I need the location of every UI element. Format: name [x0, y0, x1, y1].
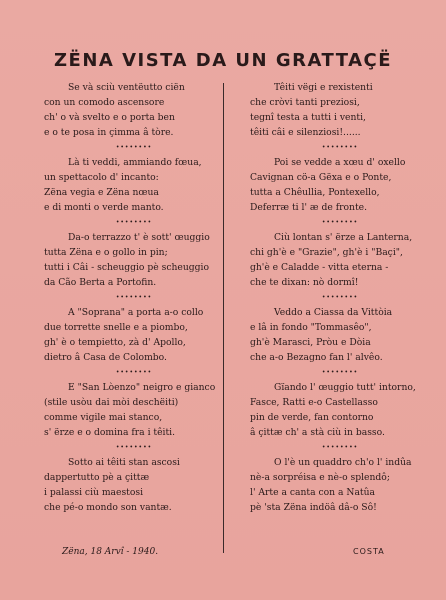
poem-line: da Cão Berta a Portofin. — [44, 277, 157, 288]
stanza — [250, 80, 430, 140]
stanza — [250, 455, 430, 515]
poem-line: con un comodo ascensore — [44, 97, 165, 108]
poem-line: dietro â Casa de Colombo. — [44, 352, 167, 363]
poem-line: tutta a Chêullia, Pontexello, — [250, 187, 380, 198]
stanza-separator: •••••••• — [115, 444, 153, 451]
stanza-separator: •••••••• — [115, 219, 153, 226]
stanza-separator: •••••••• — [115, 144, 153, 151]
poem-line: O l'è un quaddro ch'o l' indûa — [274, 457, 412, 468]
poem-line: Têiti vëgi e rexistenti — [274, 82, 373, 93]
poem-line: Veddo a Ciassa da Vittòia — [274, 307, 393, 318]
poem-line: che te dixan: nò dormî! — [250, 277, 359, 288]
poem-line: e di monti o verde manto. — [44, 202, 164, 213]
stanza — [250, 305, 430, 365]
stanza — [250, 230, 430, 290]
poem-line: e lâ in fondo "Tommasêo", — [250, 322, 372, 333]
poem-line: che a-o Bezagno fan l' alvêo. — [250, 352, 383, 363]
poem-line: nè-a sorpréisa e nè-o splendô; — [250, 472, 390, 483]
poem-line: (stile usòu dai mòi deschëiti) — [44, 397, 179, 408]
footer-date: Zëna, 18 Arvî - 1940. — [62, 547, 159, 557]
poem-line: gh' è o tempietto, zà d' Apollo, — [44, 337, 186, 348]
stanza — [44, 455, 224, 515]
poem-line: têiti câi e silenziosi!...... — [250, 127, 361, 138]
poem-line: Da-o terrazzo t' è sott' œuggio — [68, 232, 210, 243]
stanza-separator: •••••••• — [321, 144, 359, 151]
poem-line: un spettacolo d' incanto: — [44, 172, 159, 183]
poem-line: Poi se vedde a xœu d' oxello — [274, 157, 406, 168]
poem-line: pin de verde, fan contorno — [250, 412, 374, 423]
poem-line: due torrette snelle e a piombo, — [44, 322, 188, 333]
poem-line: Se và sciù ventëutto ciën — [68, 82, 185, 93]
poem-line: Zëna vegia e Zëna nœua — [44, 187, 159, 198]
poem-line: l' Arte a canta con a Natûa — [250, 487, 376, 498]
poem-line: Gïando l' œuggio tutt' intorno, — [274, 382, 416, 393]
poem-title: ZËNA VISTA DA UN GRATTAÇË — [53, 50, 393, 71]
stanza — [44, 80, 224, 140]
stanza-separator: •••••••• — [115, 294, 153, 301]
poem-line: gh'è e Caladde - vitta eterna - — [250, 262, 389, 273]
stanza-separator: •••••••• — [321, 294, 359, 301]
poem-line: tutti i Câi - scheuggio pè scheuggio — [44, 262, 209, 273]
poem-line: gh'è Marasci, Pròu e Dòia — [250, 337, 371, 348]
poem-line: chi gh'è e "Grazie", gh'è i "Baçi", — [250, 247, 403, 258]
poem-line: Cavignan cö-a Gëxa e o Ponte, — [250, 172, 392, 183]
left-column — [44, 80, 224, 515]
stanza-separator: •••••••• — [321, 444, 359, 451]
poem-line: i palassi ciù maestosi — [44, 487, 144, 498]
stanza — [44, 305, 224, 365]
stanza — [250, 380, 430, 440]
poem-line: s' ërze e o domina fra i têiti. — [44, 427, 176, 438]
poem-line: A "Soprana" a porta a-o collo — [68, 307, 204, 318]
stanza-separator: •••••••• — [321, 219, 359, 226]
poem-line: tegnî testa a tutti i venti, — [250, 112, 366, 123]
poem-line: Sotto ai têiti stan ascosi — [68, 457, 180, 468]
poem-line: ch' o và svelto e o porta ben — [44, 112, 175, 123]
poem-line: Là ti veddi, ammiando fœua, — [68, 157, 202, 168]
right-column — [250, 80, 430, 515]
poem-line: â çittæ ch' a stà ciù in basso. — [250, 427, 385, 438]
stanza — [44, 155, 224, 215]
poem-line: Ciù lontan s' ërze a Lanterna, — [274, 232, 413, 243]
poem-line: E "San Lòenzo" neigro e gianco — [68, 382, 216, 393]
stanza-separator: •••••••• — [321, 369, 359, 376]
poem-line: Fasce, Ratti e-o Castellasso — [250, 397, 378, 408]
poem-line: dappertutto pè a çittæ — [44, 472, 150, 483]
poem-line: comme vigile mai stanco, — [44, 412, 163, 423]
stanza — [44, 380, 224, 440]
poem-line: tutta Zëna e o gollo in pin; — [44, 247, 168, 258]
stanza — [250, 155, 430, 215]
poem-line: e o te posa in çimma â tòre. — [44, 127, 174, 138]
stanza-separator: •••••••• — [115, 369, 153, 376]
poem-line: che cròvi tanti preziosi, — [250, 97, 360, 108]
poem-line: che pé-o mondo son vantæ. — [44, 502, 172, 513]
stanza — [44, 230, 224, 290]
poem-line: pè 'sta Zëna indöâ dâ-o Sô! — [250, 502, 377, 513]
footer-author: COSTA — [353, 547, 385, 556]
poem-line: Deferræ ti l' æ de fronte. — [250, 202, 368, 213]
